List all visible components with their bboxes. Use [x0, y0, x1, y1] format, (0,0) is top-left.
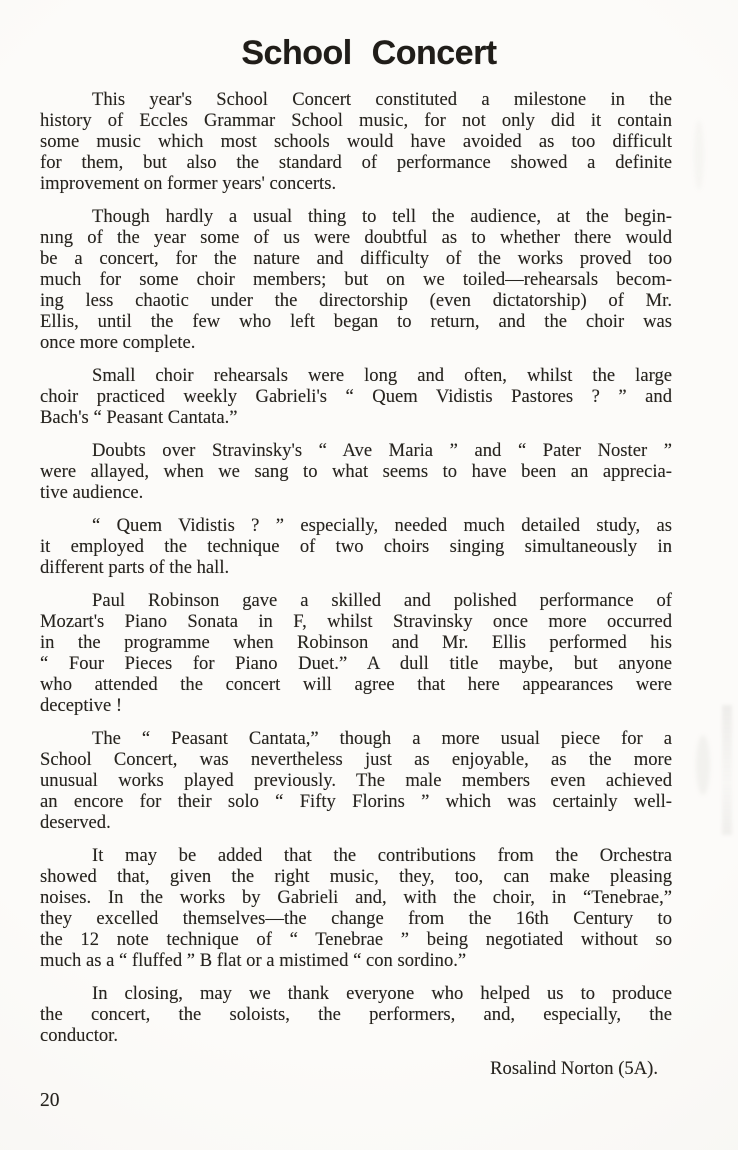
- text-line: “ Quem Vidistis ? ” especially, needed much detailed study, as: [92, 515, 672, 536]
- text-line: much as a “ fluffed ” B flat or a mistimed “ con sordino.”: [40, 950, 467, 971]
- text-line: unusual works played previously. The male members even achieved: [40, 770, 672, 791]
- byline: Rosalind Norton (5A).: [490, 1058, 658, 1079]
- text-line: Small choir rehearsals were long and often, whilst the large: [92, 365, 672, 386]
- paragraph: [40, 89, 672, 194]
- paragraph: [40, 515, 672, 578]
- text-line: Bach's “ Peasant Cantata.”: [40, 407, 238, 428]
- text-line: “ Four Pieces for Piano Duet.” A dull title maybe, but anyone: [40, 653, 672, 674]
- text-line: in the programme when Robinson and Mr. Ellis performed his: [40, 632, 672, 653]
- text-line: In closing, may we thank everyone who helped us to produce: [92, 983, 672, 1004]
- text-line: Doubts over Stravinsky's “ Ave Maria ” and “ Pater Noster ”: [92, 440, 672, 461]
- paragraph: [40, 590, 672, 716]
- text-line: be a concert, for the nature and difficulty of the works proved too: [40, 248, 672, 269]
- text-line: tive audience.: [40, 482, 144, 503]
- paragraph: [40, 365, 672, 428]
- paragraph: [40, 440, 672, 503]
- text-line: School Concert, was nevertheless just as enjoyable, as the more: [40, 749, 672, 770]
- text-line: for them, but also the standard of performance showed a definite: [40, 152, 672, 173]
- text-line: It may be added that the contributions from the Orchestra: [92, 845, 672, 866]
- text-line: nıng of the year some of us were doubtful as to whether there would: [40, 227, 672, 248]
- text-line: Paul Robinson gave a skilled and polished performance of: [92, 590, 672, 611]
- text-line: showed that, given the right music, they, too, can make pleasing: [40, 866, 672, 887]
- scan-smudge: [722, 705, 732, 835]
- paragraph: [40, 728, 672, 833]
- text-line: This year's School Concert constituted a milestone in the: [92, 89, 672, 110]
- paragraph: [40, 206, 672, 353]
- scan-smudge: [696, 735, 710, 795]
- text-line: Ellis, until the few who left began to return, and the choir was: [40, 311, 672, 332]
- text-line: who attended the concert will agree that here appearances were: [40, 674, 672, 695]
- scan-smudge: [694, 120, 704, 190]
- text-line: history of Eccles Grammar School music, for not only did it contain: [40, 110, 672, 131]
- text-line: improvement on former years' concerts.: [40, 173, 337, 194]
- text-line: it employed the technique of two choirs singing simultaneously in: [40, 536, 672, 557]
- text-line: much for some choir members; but on we toiled—rehearsals becom-: [40, 269, 672, 290]
- text-line: were allayed, when we sang to what seems to have been an apprecia-: [40, 461, 672, 482]
- page-number: 20: [40, 1090, 60, 1111]
- paragraph: [40, 983, 672, 1046]
- text-line: different parts of the hall.: [40, 557, 230, 578]
- text-line: The “ Peasant Cantata,” though a more usual piece for a: [92, 728, 672, 749]
- text-line: they excelled themselves—the change from the 16th Century to: [40, 908, 672, 929]
- text-line: noises. In the works by Gabrieli and, with the choir, in “Tenebrae,”: [40, 887, 672, 908]
- article-title: School Concert: [241, 34, 497, 72]
- text-line: choir practiced weekly Gabrieli's “ Quem Vidistis Pastores ? ” and: [40, 386, 672, 407]
- text-line: deceptive !: [40, 695, 123, 716]
- text-line: Though hardly a usual thing to tell the audience, at the begin-: [92, 206, 672, 227]
- text-line: an encore for their solo “ Fifty Florins ” which was certainly well-: [40, 791, 672, 812]
- text-line: the concert, the soloists, the performers, and, especially, the: [40, 1004, 672, 1025]
- paragraph: [40, 845, 672, 971]
- text-line: Mozart's Piano Sonata in F, whilst Stravinsky once more occurred: [40, 611, 672, 632]
- text-line: conductor.: [40, 1025, 118, 1046]
- article-body: [40, 89, 672, 1046]
- text-line: the 12 note technique of “ Tenebrae ” being negotiated without so: [40, 929, 672, 950]
- text-line: some music which most schools would have avoided as too difficult: [40, 131, 672, 152]
- text-line: ing less chaotic under the directorship (even dictatorship) of Mr.: [40, 290, 672, 311]
- text-line: once more complete.: [40, 332, 196, 353]
- text-line: deserved.: [40, 812, 111, 833]
